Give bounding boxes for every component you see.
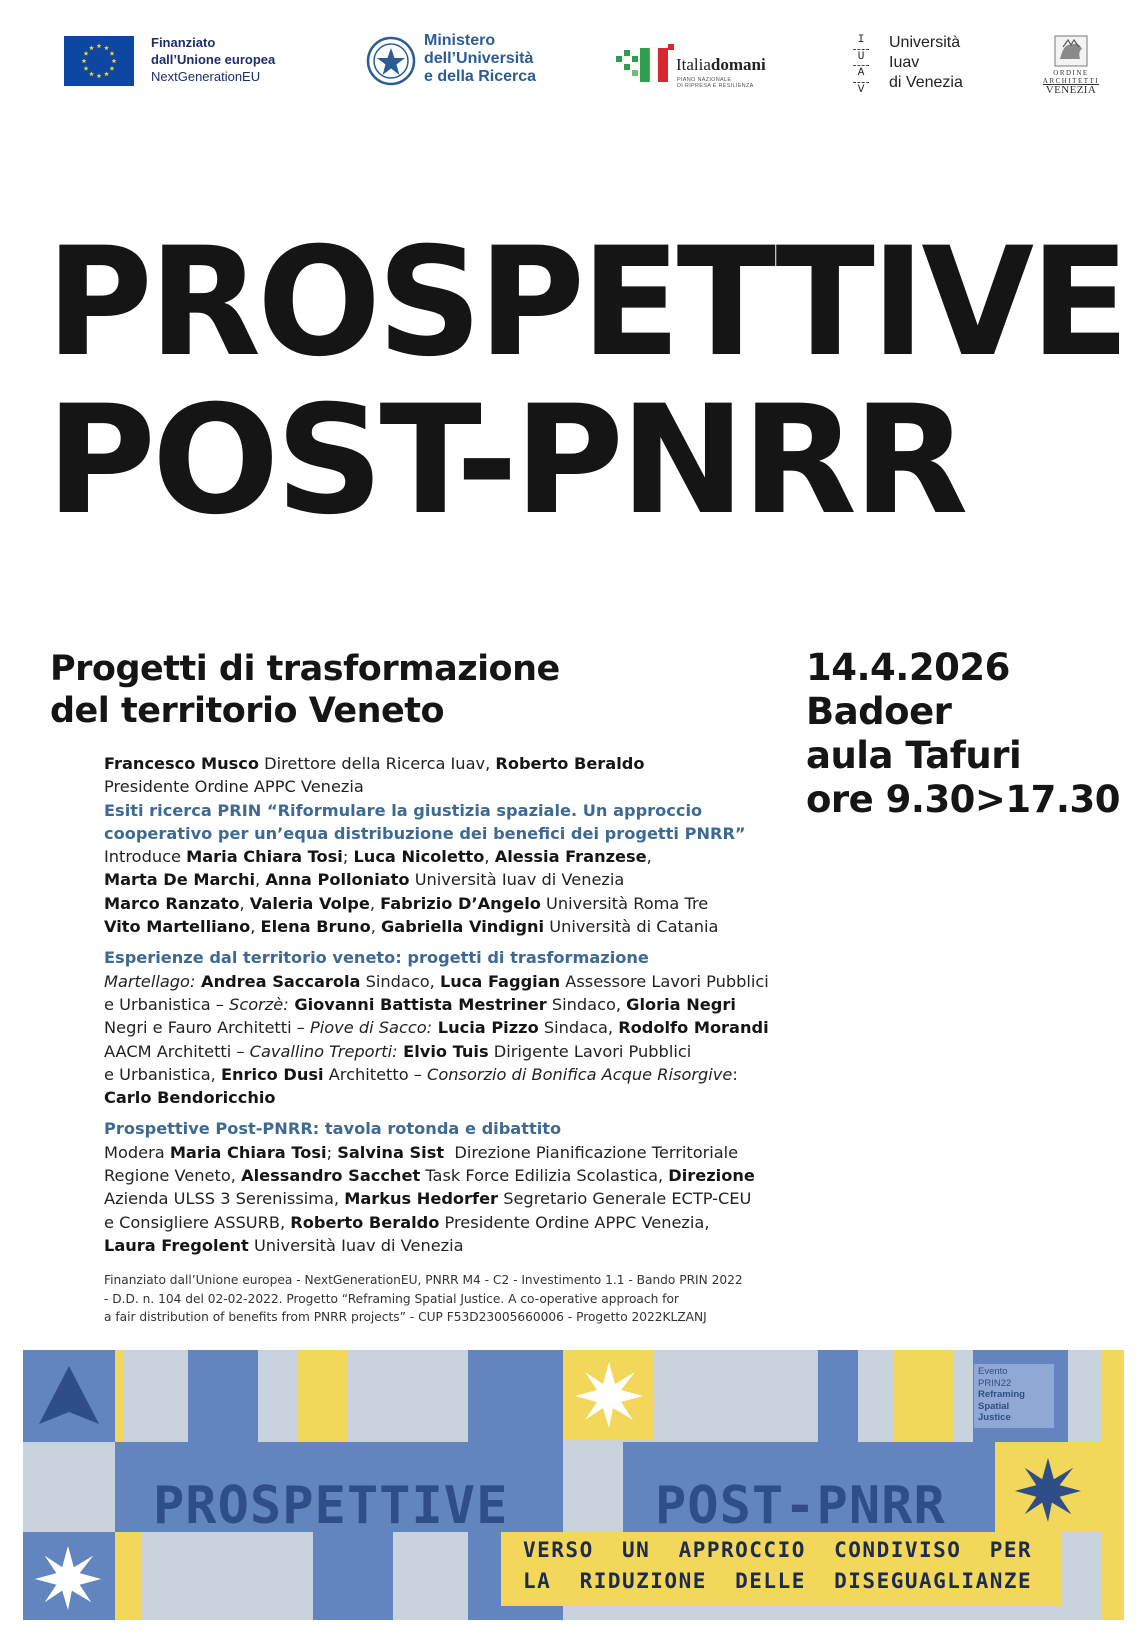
banner-title-left: PROSPETTIVE bbox=[153, 1476, 509, 1536]
ordine-line-2: ARCHITETTI bbox=[1042, 77, 1100, 85]
eu-star-icon bbox=[110, 66, 115, 71]
eu-star-icon bbox=[84, 66, 89, 71]
italiadomani-subtitle bbox=[677, 77, 754, 89]
speaker-affiliation: Università Roma Tre bbox=[540, 893, 709, 913]
iuav-line-1: Università bbox=[889, 34, 961, 51]
banner-block bbox=[1101, 1350, 1124, 1620]
eu-flag-logo bbox=[64, 36, 134, 86]
speaker-name: Markus Hedorfer bbox=[344, 1189, 499, 1209]
event-details bbox=[806, 646, 1120, 822]
program-text: Modera bbox=[104, 1142, 170, 1162]
italiadomani-sub-1: PIANO NAZIONALE bbox=[677, 77, 732, 83]
program-text: , bbox=[369, 893, 381, 913]
italiadomani-prefix: Italia bbox=[676, 55, 711, 74]
section-heading: Esperienze dal territorio veneto: progetti di trasformazione bbox=[104, 948, 649, 968]
eu-funding-label bbox=[151, 34, 275, 85]
speaker-affiliation: Università di Catania bbox=[544, 917, 719, 937]
funding-fineprint bbox=[104, 1271, 804, 1327]
program-text: ; bbox=[342, 847, 354, 867]
subtitle-line-2: del territorio Veneto bbox=[50, 691, 445, 731]
speaker-role: Task Force Edilizia Scolastica, bbox=[420, 1166, 669, 1186]
program-section-esperienze bbox=[104, 946, 804, 1109]
program-text: , bbox=[646, 847, 652, 867]
program-text: ; bbox=[326, 1142, 338, 1162]
place-name: Cavallino Treporti: bbox=[249, 1041, 398, 1061]
ministero-label bbox=[424, 32, 536, 86]
banner-tagline bbox=[523, 1535, 1032, 1597]
program-text: , bbox=[255, 870, 266, 890]
triangle-icon bbox=[35, 1362, 103, 1430]
speaker-role: Presidente Ordine APPC Venezia bbox=[104, 777, 364, 797]
eu-star-icon bbox=[104, 71, 109, 76]
fineprint-line-1: Finanziato dall’Unione europea - NextGenerationEU, PNRR M4 - C2 - Investimento 1.1 - Bando PRIN 2022 bbox=[104, 1273, 743, 1287]
ministero-line-2: dell’Università bbox=[424, 50, 534, 67]
program-intro bbox=[104, 752, 804, 799]
speaker-role: Sindaco, bbox=[546, 994, 627, 1014]
speaker-name: Rodolfo Morandi bbox=[618, 1018, 769, 1038]
speaker-role: AACM Architetti – bbox=[104, 1041, 250, 1061]
speaker-name: Enrico Dusi bbox=[220, 1064, 324, 1084]
eu-star-icon bbox=[104, 45, 109, 50]
starburst-icon bbox=[1013, 1454, 1083, 1524]
speaker-role: Negri e Fauro Architetti – bbox=[104, 1018, 311, 1038]
speaker-name: Elena Bruno bbox=[260, 917, 371, 937]
ordine-line-1: ORDINE bbox=[1053, 69, 1089, 77]
speaker-role: Segretario Generale ECTP-CEU bbox=[498, 1189, 752, 1209]
speaker-name: Roberto Beraldo bbox=[290, 1212, 440, 1232]
ministero-line-3: e della Ricerca bbox=[424, 68, 537, 85]
subtitle-line-1: Progetti di trasformazione bbox=[50, 649, 560, 689]
section-heading: Prospettive Post-PNRR: tavola rotonda e dibattito bbox=[104, 1119, 562, 1139]
event-room: aula Tafuri bbox=[806, 734, 1022, 777]
speaker-name: Direzione bbox=[668, 1166, 755, 1186]
section-heading: cooperativo per un’equa distribuzione dei benefici dei progetti PNRR” bbox=[104, 823, 746, 843]
italiadomani-logo-icon bbox=[616, 44, 674, 86]
speaker-name: Marta De Marchi bbox=[104, 870, 256, 890]
program-section-prin bbox=[104, 799, 804, 939]
eu-star-icon bbox=[110, 51, 115, 56]
program-text: , bbox=[370, 917, 381, 937]
speaker-role: e Consigliere ASSURB, bbox=[104, 1212, 291, 1232]
banner-tagline-line-2: LA RIDUZIONE DELLE DISEGUAGLIANZE bbox=[523, 1569, 1033, 1593]
speaker-name: Valeria Volpe bbox=[249, 893, 370, 913]
program-section-tavola bbox=[104, 1117, 804, 1257]
speaker-name: Salvina Sist bbox=[337, 1142, 445, 1162]
iuav-label bbox=[889, 33, 963, 93]
eu-star-icon bbox=[112, 58, 117, 63]
speaker-name: Laura Fregolent bbox=[104, 1235, 249, 1255]
event-venue: Badoer bbox=[806, 690, 952, 733]
speaker-name: Fabrizio D’Angelo bbox=[380, 893, 541, 913]
eu-star-icon bbox=[84, 51, 89, 56]
speaker-name: Maria Chiara Tosi bbox=[186, 847, 343, 867]
speaker-name: Lucia Pizzo bbox=[432, 1018, 539, 1038]
banner-block bbox=[115, 1350, 123, 1442]
banner-block bbox=[188, 1350, 258, 1455]
ordine-architetti-logo bbox=[1040, 35, 1102, 96]
speaker-name: Carlo Bendoricchio bbox=[104, 1088, 276, 1108]
starburst-icon bbox=[33, 1542, 103, 1612]
speaker-role: e Urbanistica – bbox=[104, 994, 230, 1014]
iuav-letter-a: A bbox=[853, 65, 869, 82]
place-name: Martellago: bbox=[104, 971, 196, 991]
eu-line-3: NextGenerationEU bbox=[151, 69, 261, 84]
eu-star-icon bbox=[97, 73, 102, 78]
eu-star-icon bbox=[82, 58, 87, 63]
banner-block bbox=[298, 1350, 348, 1442]
iuav-line-3: di Venezia bbox=[889, 74, 963, 91]
italiadomani-label bbox=[676, 56, 766, 74]
iuav-monogram bbox=[853, 33, 869, 98]
event-banner bbox=[23, 1350, 1124, 1620]
evento-line: Reframing bbox=[978, 1389, 1025, 1400]
iuav-line-2: Iuav bbox=[889, 54, 920, 71]
program-text: : bbox=[732, 1064, 738, 1084]
eu-star-icon bbox=[89, 45, 94, 50]
speaker-name: Alessia Franzese bbox=[494, 847, 647, 867]
evento-line: Evento bbox=[978, 1366, 1008, 1377]
speaker-name: Marco Ranzato bbox=[104, 893, 240, 913]
title-line-1: PROSPETTIVE bbox=[46, 216, 1126, 390]
banner-tagline-line-1: VERSO UN APPROCCIO CONDIVISO PER bbox=[523, 1538, 1033, 1562]
speaker-name: Roberto Beraldo bbox=[495, 754, 645, 773]
banner-block bbox=[313, 1532, 393, 1620]
speaker-affiliation: Università Iuav di Venezia bbox=[409, 870, 625, 890]
speaker-name: Luca Faggian bbox=[439, 971, 561, 991]
eu-star-icon bbox=[89, 71, 94, 76]
speaker-name: Gabriella Vindigni bbox=[381, 917, 545, 937]
banner-block bbox=[893, 1350, 953, 1442]
speaker-name: Maria Chiara Tosi bbox=[169, 1142, 327, 1162]
evento-line: Justice bbox=[978, 1412, 1011, 1423]
iuav-letter-u: U bbox=[853, 49, 869, 66]
speaker-name: Gloria Negri bbox=[626, 994, 736, 1014]
banner-block bbox=[115, 1532, 141, 1620]
event-date: 14.4.2026 bbox=[806, 646, 1010, 689]
speaker-name: Francesco Musco bbox=[104, 754, 259, 773]
speaker-name: Luca Nicoletto bbox=[353, 847, 485, 867]
ordine-line-3: VENEZIA bbox=[1045, 84, 1097, 96]
event-time: ore 9.30>17.30 bbox=[806, 778, 1120, 821]
eu-star-icon bbox=[97, 43, 102, 48]
speaker-role: Regione Veneto, bbox=[104, 1166, 242, 1186]
speaker-role: Presidente Ordine APPC Venezia, bbox=[439, 1212, 710, 1232]
fineprint-line-3: a fair distribution of benefits from PNRR projects” - CUP F53D23005660006 - Progetto 2022KLZANJ bbox=[104, 1310, 707, 1324]
ministero-line-1: Ministero bbox=[424, 32, 496, 49]
poster-title bbox=[46, 216, 1126, 548]
speaker-role: Azienda ULSS 3 Serenissima, bbox=[104, 1189, 345, 1209]
poster-subtitle bbox=[50, 648, 560, 732]
speaker-role: Architetto – bbox=[323, 1064, 428, 1084]
speaker-role: Sindaco, bbox=[360, 971, 440, 991]
banner-title-right: POST-PNRR bbox=[655, 1476, 946, 1536]
speaker-name: Alessandro Sacchet bbox=[241, 1166, 421, 1186]
evento-line: Spatial bbox=[978, 1400, 1010, 1412]
program bbox=[104, 752, 804, 1257]
speaker-role: Direzione Pianificazione Territoriale bbox=[444, 1142, 739, 1162]
speaker-role: Assessore Lavori Pubblici bbox=[560, 971, 769, 991]
fineprint-line-2: - D.D. n. 104 del 02-02-2022. Progetto “Reframing Spatial Justice. A co-operative approach for bbox=[104, 1291, 679, 1306]
eu-line-1: Finanziato bbox=[151, 35, 216, 50]
banner-block bbox=[818, 1350, 858, 1442]
iuav-letter-i: I bbox=[857, 34, 865, 46]
speaker-name: Andrea Saccarola bbox=[195, 971, 361, 991]
section-heading: Esiti ricerca PRIN “Riformulare la giustizia spaziale. Un approccio bbox=[104, 800, 703, 820]
lion-crest-icon bbox=[1054, 35, 1088, 67]
speaker-role: Dirigente Lavori Pubblici bbox=[488, 1041, 692, 1061]
speaker-role: Direttore della Ricerca Iuav, bbox=[259, 754, 496, 773]
italiadomani-sub-2: DI RIPRESA E RESILIENZA bbox=[677, 83, 754, 89]
republic-seal-icon bbox=[366, 34, 416, 88]
iuav-letter-v: V bbox=[853, 82, 869, 99]
evento-prin-tag bbox=[974, 1364, 1054, 1428]
title-line-2: POST-PNRR bbox=[46, 374, 965, 548]
program-text: , bbox=[484, 847, 495, 867]
speaker-name: Vito Martelliano bbox=[104, 917, 251, 937]
speaker-name: Elvio Tuis bbox=[397, 1041, 489, 1061]
italiadomani-bold: domani bbox=[710, 55, 766, 74]
program-text: Introduce bbox=[104, 847, 187, 867]
eu-stars-icon bbox=[64, 36, 134, 86]
evento-line: PRIN22 bbox=[978, 1377, 1012, 1389]
place-name: Scorzè: bbox=[229, 994, 289, 1014]
speaker-name: Giovanni Battista Mestriner bbox=[288, 994, 547, 1014]
speaker-affiliation: Università Iuav di Venezia bbox=[248, 1235, 464, 1255]
starburst-icon bbox=[573, 1358, 645, 1430]
program-text: , bbox=[239, 893, 250, 913]
eu-line-2: dall’Unione europea bbox=[151, 52, 276, 67]
speaker-role: Sindaca, bbox=[538, 1018, 619, 1038]
speaker-name: Anna Polloniato bbox=[265, 870, 410, 890]
place-name: Consorzio di Bonifica Acque Risorgive bbox=[427, 1064, 733, 1084]
program-text: , bbox=[250, 917, 261, 937]
place-name: Piove di Sacco: bbox=[310, 1018, 433, 1038]
speaker-role: e Urbanistica, bbox=[104, 1064, 221, 1084]
